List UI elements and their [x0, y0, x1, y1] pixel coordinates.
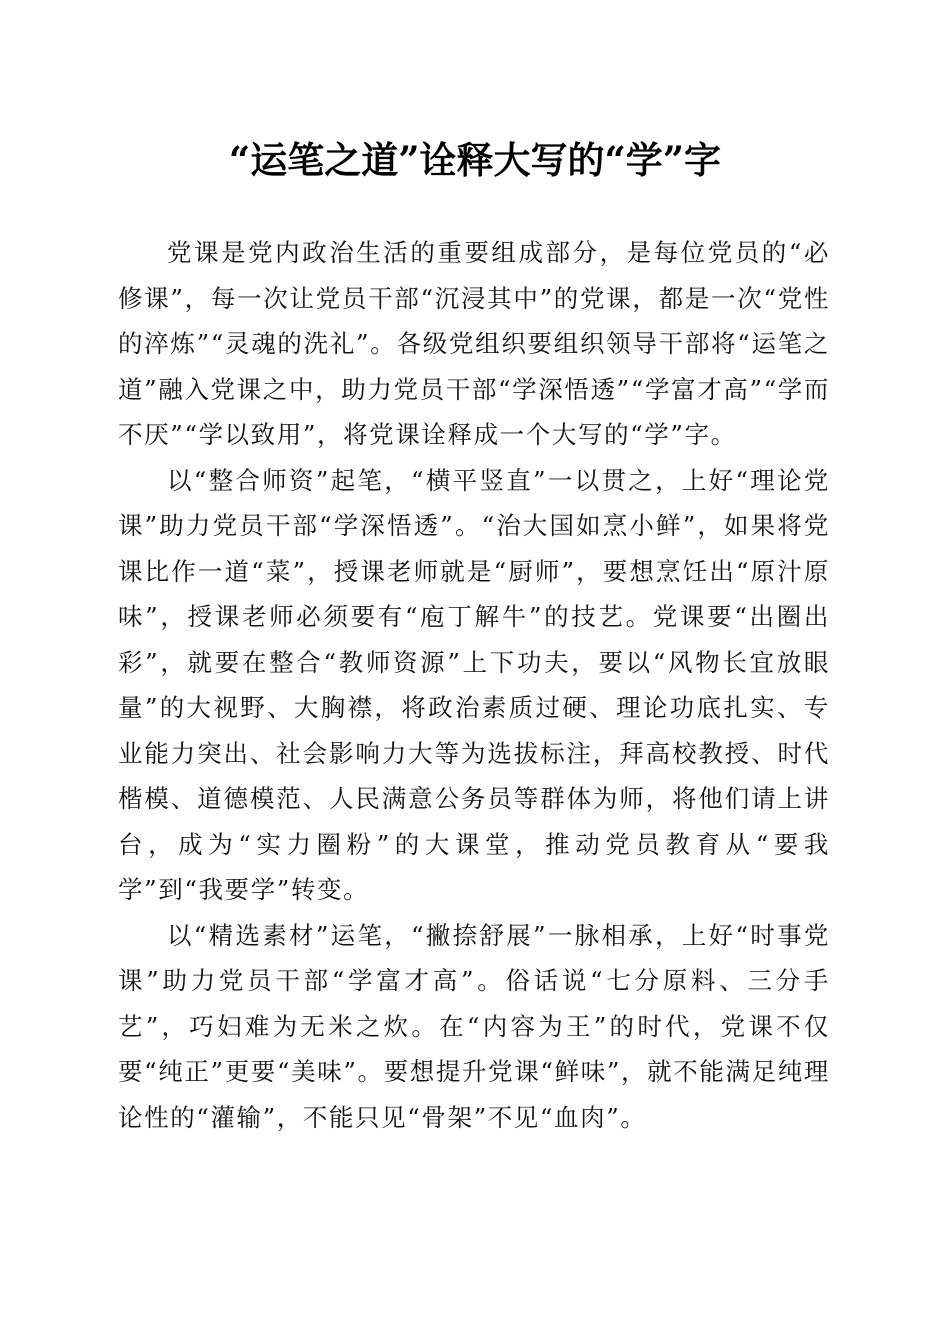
paragraph-2: 以“整合师资”起笔，“横平竖直”一以贯之，上好“理论党课”助力党员干部“学深悟透”。“治大国如烹小鲜”，如果将党课比作一道“菜”，授课老师就是“厨师”，要想烹饪出“原汁原味”，授课老师必须要有“庖丁解牛”的技艺。党课要“出圈出彩”，就要在整合“教师资源”上下功夫，要以“风物长宜放眼量”的大视野、大胸襟，将政治素质过硬、理论功底扎实、专业能力突出、社会影响力大等为选拔标注，拜高校教授、时代楷模、道德模范、人民满意公务员等群体为师，将他们请上讲台，成为“实力圈粉”的大课堂，推动党员教育从“要我学”到“我要学”转变。 [118, 465, 830, 904]
paragraph-3: 以“精选素材”运笔，“撇捺舒展”一脉相承，上好“时事党课”助力党员干部“学富才高”。俗话说“七分原料、三分手艺”，巧妇难为无米之炊。在“内容为王”的时代，党课不仅要“纯正”更要“美味”。要想提升党课“鲜味”，就不能满足纯理论性的“灌输”，不能只见“骨架”不见“血肉”。 [118, 920, 830, 1132]
paragraph-1: 党课是党内政治生活的重要组成部分，是每位党员的“必修课”，每一次让党员干部“沉浸其中”的党课，都是一次“党性的淬炼”“灵魂的洗礼”。各级党组织要组织领导干部将“运笔之道”融入党课之中，助力党员干部“学深悟透”“学富才高”“学而不厌”“学以致用”，将党课诠释成一个大写的“学”字。 [118, 238, 830, 449]
document-title: “运笔之道”诠释大写的“学”字 [228, 138, 722, 182]
document-body [118, 230, 830, 1140]
